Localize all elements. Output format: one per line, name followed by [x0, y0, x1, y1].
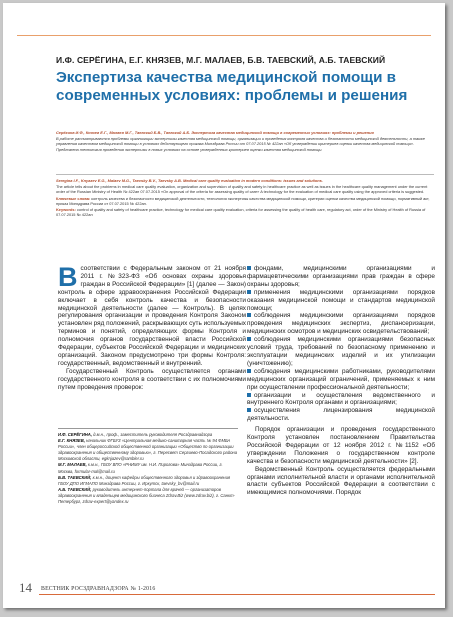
author-details: руководитель интернет-портала для врачей — организаторов здравоохранения и владельцев медицинского бизнеса Zdrav.Biz (www.zdrav.biz), г. Санкт-Петербург, zdrav-expert@yandex.ru	[58, 486, 235, 505]
author-name: Е.Г. КНЯЗЕВ,	[58, 438, 85, 444]
author-affiliation	[58, 475, 238, 487]
square-bullet-icon	[247, 393, 251, 397]
square-bullet-icon	[247, 290, 251, 294]
author-affiliation	[58, 487, 238, 505]
list-item	[247, 368, 435, 392]
keywords-en	[56, 207, 434, 217]
body-left-paragraph-1: соответствии с Федеральным законом от 21 ноября 2011 г. №323-ФЗ «Об основах охраны здоровья граждан в Российской Федерации» [1] (далее — Закон) контроль в сфере здравоохранения Российской Федерации включает в себя контроль качества и безопасности медицинской деятельности (далее — Контроль). В целях регулирования организации и проведения Контроля Законом установлен ряд положений, раскрывающих суть используемых терминов и понятий, определяющих формы Контроля и полномочия органов государственной власти Российской Федерации, субъектов Российской Федерации и медицинских организаций. Законом предусмотрено три формы Контроля: государственный, ведомственный и внутренний.	[58, 265, 246, 367]
body-column-right	[247, 265, 435, 497]
author-affiliations	[58, 432, 238, 505]
affiliations-rule	[58, 428, 238, 429]
list-item-text: фондами, медицинскими организациями и фармацевтическими организациями прав граждан в сфере охраны здоровья;	[247, 265, 435, 288]
author-affiliation	[58, 438, 238, 462]
journal-name: ВЕСТНИК РОСЗДРАВНАДЗОРА № 1-2016	[41, 586, 156, 592]
keywords-en-label: Keywords:	[56, 207, 76, 213]
keywords-ru-text: контроль качества и безопасности медицинской деятельности, технология экспертизы качества медицинской помощи, критерии оценки качества медицинской помощи, нормативный акт, приказ Минздрава России от 07.07.2015 № 422ан.	[56, 195, 430, 206]
journal-page	[3, 3, 445, 608]
author-affiliation	[58, 462, 238, 474]
author-details: д.м.н., проф., заместитель руководителя Росздравнадзора	[93, 432, 213, 437]
square-bullet-icon	[247, 337, 251, 341]
abstract-en-text: The article tells about the problems in medical care quality evaluation, organization and supervision of quality and safety in healthcare practice as well as issues in the healthcare quality management under the current order of the Russian Ministry of Health № 422ан 07.07.2015 «On approval of the criteria for assessing quality of care» A technology for the evaluation of medical care quality using the approved criteria is suggested.	[56, 184, 428, 195]
footer-rule	[39, 594, 435, 595]
body-right-paragraph-2: Ведомственный Контроль осуществляется федеральными органами исполнительной власти и органами исполнительной власти субъектов Российской Федерации в соответствии с имеющимися полномочиями. Порядок	[247, 465, 435, 497]
author-name: Б.В. ТАЕВСКИЙ,	[58, 474, 92, 480]
article-title: Экспертиза качества медицинской помощи в современных условиях: проблемы и решения	[56, 69, 408, 104]
header-rule	[17, 35, 431, 36]
author-name: И.Ф. СЕРЁГИНА,	[58, 432, 92, 437]
article-authors: И.Ф. СЕРЁГИНА, Е.Г. КНЯЗЕВ, М.Г. МАЛАЕВ, Б.В. ТАЕВСКИЙ, А.Б. ТАЕВСКИЙ	[56, 55, 386, 65]
list-item-text: осуществления лицензирования медицинской деятельности.	[247, 407, 435, 423]
page-header-band	[3, 3, 445, 45]
list-item-text: применения медицинскими организациями порядков оказания медицинской помощи и стандартов медицинской помощи;	[247, 288, 435, 312]
list-item-text: организации и осуществления ведомственного и внутреннего Контроля органами и организациями;	[247, 391, 435, 407]
list-item	[247, 265, 435, 289]
author-name: М.Г. МАЛАЕВ,	[58, 462, 87, 468]
list-item	[247, 289, 435, 313]
list-item-text: соблюдения медицинскими организациями порядков проведения медицинских экспертиз, диспансеризации, медицинских осмотров и медицинских освидетельствований;	[247, 312, 435, 336]
square-bullet-icon	[247, 266, 251, 270]
page-number: 14	[19, 580, 32, 595]
list-item	[247, 407, 435, 423]
list-item	[247, 336, 435, 368]
list-item-text: соблюдения медицинскими работниками, руководителями медицинских организаций ограничений, применяемых к ним при осуществлении профессиональной деятельности;	[247, 367, 435, 391]
author-name: А.Б. ТАЕВСКИЙ,	[58, 486, 92, 492]
author-details: к.м.н., ГБОУ ВПО «РНИМУ им. Н.И. Пирогова» Минздрава России, г. Москва, formular-mal@mail.ru	[58, 462, 223, 474]
abstract-ru-reference: Серёгина И.Ф., Князев Е.Г., Малаев М.Г., Таевский Б.В., Таевский А.Б. Экспертиза качества медицинской помощи в современных условиях: проблемы и решения	[56, 130, 374, 135]
author-details: к.м.н., доцент кафедры общественного здоровья и здравоохранения ГБОУ ДПО ИГМАПО Минздрава России, г. Иркутск, taevsky_bv@mail.ru	[58, 474, 231, 486]
body-column-left	[58, 262, 246, 392]
abstract-en-reference: Seregina I.F., Knyazev E.G., Malaev M.G., Taevsky B.V., Taevsky A.B. Medical care quality evaluation in modern conditions: issues and solutions.	[56, 178, 323, 183]
abstract-divider	[56, 174, 434, 175]
list-item-text: соблюдения медицинскими организациями безопасных условий труда, требований по безопасному применению и эксплуатации медицинских изделий и их утилизации (уничтожению);	[247, 336, 435, 367]
abstract-ru	[56, 130, 434, 153]
control-list	[247, 265, 435, 423]
list-item	[247, 312, 435, 336]
keywords-ru-label: Ключевые слова:	[56, 195, 91, 201]
square-bullet-icon	[247, 369, 251, 373]
drop-cap: В	[58, 262, 78, 292]
square-bullet-icon	[247, 313, 251, 317]
author-details: начальник ФГБУЗ «Центральная медико-санитарная часть № 94 ФМБА России», член общероссийской общественной организации «Общество по организации здравоохранения и общественному здоровью», г. Пересвет Сергиево-Посадского района Московской области, egknjazev@rambler.ru	[58, 438, 238, 462]
list-item	[247, 392, 435, 408]
body-left-paragraph-2: Государственный Контроль осуществляется органами государственного контроля в соответствии с их полномочиями путем проведения проверок:	[58, 367, 246, 391]
square-bullet-icon	[247, 408, 251, 412]
abstract-en	[56, 178, 434, 218]
body-right-paragraph-1: Порядок организации и проведения государственного Контроля установлен постановлением Правительства Российской Федерации от 12 ноября 2012 г. №1152 «Об утверждении Положения о государственном контроле качества и безопасности медицинской деятельности» [2].	[247, 426, 435, 465]
keywords-en-text: control of quality and safety of healthcare practice, technology for medical care quality evaluation, criteria for assessing the quality of health care, regulatory act, order of the Ministry of Health of Russia of 07.07.2015 № 422ан	[56, 207, 426, 218]
abstract-ru-text: В работе рассматриваются проблемы организации экспертизы качества медицинской помощи, организации и проведения контроля качества и безопасности медицинской деятельности, а также управления качеством медицинской помощи в условиях действующего приказа Минздрава России от 07.07.2015 № 422ан «Об утверждении критериев оценки качества медицинской помощи». Предложена технология проведения экспертизы в новых условиях на основе утвержденных критериев оценки качества медицинской помощи.	[56, 136, 425, 152]
keywords-ru	[56, 196, 434, 206]
